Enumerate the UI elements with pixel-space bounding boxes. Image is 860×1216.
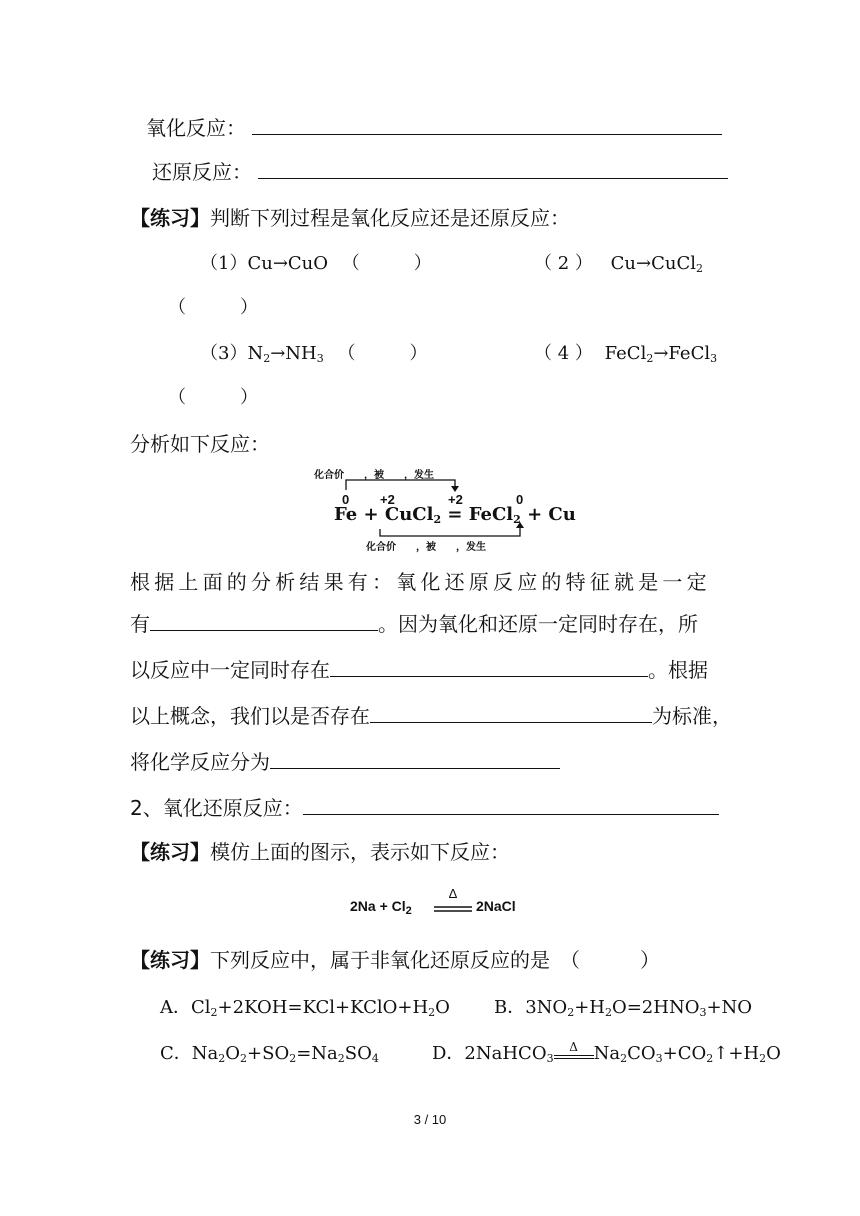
option-d[interactable] (432, 1040, 781, 1068)
subscript: 2 (695, 262, 703, 275)
equation-part: 2Na + Cl (350, 898, 406, 914)
page-number: 3 / 10 (413, 1112, 447, 1127)
item-number: （3） (200, 343, 248, 364)
item-4 (534, 340, 717, 368)
subscript: 2 (337, 1052, 345, 1065)
text: Na (593, 1043, 621, 1064)
subscript: 2 (620, 1052, 628, 1065)
text: +2KOH=KCl+KClO+H (217, 997, 429, 1018)
item-number: （ 2 ） (534, 253, 593, 274)
oxidation-line (146, 114, 722, 142)
text: +CO (662, 1043, 707, 1064)
formula: FeCl (604, 343, 647, 364)
para-line-2 (130, 610, 698, 638)
practice-2 (130, 838, 510, 866)
reduction-line (152, 158, 728, 186)
para-line-3 (130, 656, 708, 684)
text: 以上概念，我们以是否存在 (130, 704, 370, 728)
equation (334, 504, 576, 525)
answer-paren[interactable]: （ ） (168, 387, 258, 408)
text: 。因为氧化和还原一定同时存在，所 (378, 612, 698, 636)
heat-condition: Δ (569, 1040, 578, 1054)
text: O (225, 1043, 241, 1064)
subscript: 3 (710, 352, 718, 365)
equation-part: + Cu (520, 504, 576, 525)
sodium-reaction (350, 886, 520, 922)
blank-reduction[interactable] (258, 158, 728, 179)
text: 有 (130, 612, 150, 636)
subscript: 3 (655, 1052, 663, 1065)
blank-oxidation[interactable] (252, 114, 722, 135)
formula: Cu→CuCl (610, 253, 696, 274)
ox-state-cu-right: 0 (516, 492, 524, 507)
subscript: 3 (546, 1052, 554, 1065)
item-4-answer (168, 384, 258, 412)
text: 将化学反应分为 (130, 750, 270, 774)
subscript: 2 (428, 1006, 436, 1019)
subscript: 2 (263, 352, 271, 365)
item-1 (200, 250, 432, 278)
subscript: 2 (604, 1006, 612, 1019)
subscript: 2 (240, 1052, 248, 1065)
practice-tag: 【练习】 (130, 948, 210, 972)
heat-arrow (554, 1040, 594, 1059)
equation-part: = FeCl (441, 504, 514, 525)
subscript: 2 (567, 1006, 575, 1019)
answer-paren[interactable]: （ ） (341, 253, 432, 274)
text: +NO (706, 997, 753, 1018)
item-2-answer (168, 294, 258, 322)
para-line-4 (130, 702, 732, 730)
subscript: 2 (433, 513, 442, 526)
ox-state-cu-left: +2 (380, 492, 395, 507)
text: O (766, 1043, 781, 1064)
text: D．2NaHCO (432, 1043, 547, 1064)
text: +SO (247, 1043, 290, 1064)
bottom-label: 化合价 ，被 ，发生 (366, 542, 486, 553)
ox-state-fe: 0 (342, 492, 350, 507)
subscript: 3 (699, 1006, 707, 1019)
item-number: （ 4 ） (534, 343, 593, 364)
analysis-title: 分析如下反应： (130, 432, 270, 456)
blank-feature[interactable] (150, 610, 378, 631)
text: =Na (296, 1043, 338, 1064)
practice-text: 判断下列过程是氧化反应还是还原反应： (210, 206, 570, 230)
subscript: 2 (405, 905, 412, 917)
para-line-5 (130, 748, 560, 776)
text: 。根据 (648, 658, 708, 682)
subscript: 2 (513, 513, 521, 526)
option-c[interactable] (160, 1040, 379, 1068)
oxidation-label: 氧化反应： (146, 116, 246, 140)
formula: N (247, 343, 264, 364)
reduction-label: 还原反应： (152, 160, 252, 184)
equation-part: Fe + CuCl (334, 504, 434, 525)
subscript: 2 (759, 1052, 767, 1065)
blank-coexist[interactable] (330, 656, 648, 677)
text: 为标准， (652, 704, 732, 728)
text: O (435, 997, 450, 1018)
answer-paren[interactable]: （ ） (337, 343, 428, 364)
practice-1 (130, 204, 570, 232)
practice-text: 下列反应中，属于非氧化还原反应的是 （ ） (210, 948, 660, 972)
text: 以反应中一定同时存在 (130, 658, 330, 682)
para-line-1: 根据上面的分析结果有：氧化还原反应的特征就是一定 (130, 570, 711, 594)
heat-condition: Δ (448, 886, 458, 901)
text: CO (627, 1043, 656, 1064)
formula: →FeCl (653, 343, 711, 364)
text: C．Na (160, 1043, 219, 1064)
text: SO (344, 1043, 372, 1064)
top-label: 化合价 ，被 ，发生 (314, 470, 434, 481)
practice-3 (130, 946, 660, 974)
ox-state-fe-right: +2 (448, 492, 463, 507)
section-2 (130, 794, 719, 822)
subscript: 2 (210, 1006, 218, 1019)
practice-text: 模仿上面的图示，表示如下反应： (210, 840, 510, 864)
reaction-diagram (310, 462, 576, 554)
subscript: 3 (316, 352, 324, 365)
blank-redox-def[interactable] (303, 794, 719, 815)
practice-tag: 【练习】 (130, 206, 210, 230)
blank-classify[interactable] (270, 748, 560, 769)
subscript: 2 (289, 1052, 297, 1065)
reaction-right: 2NaCl (476, 898, 516, 914)
subscript: 2 (706, 1052, 714, 1065)
item-2 (534, 250, 703, 278)
item-number: （1） (200, 253, 248, 274)
subscript: 4 (371, 1052, 379, 1065)
subscript: 2 (218, 1052, 226, 1065)
option-b[interactable] (494, 994, 752, 1022)
subscript: 2 (646, 352, 654, 365)
text: A．Cl (160, 997, 211, 1018)
blank-standard[interactable] (370, 702, 652, 723)
text: O=2HNO (611, 997, 700, 1018)
item-3 (200, 340, 427, 368)
text: ↑+H (713, 1043, 760, 1064)
formula: →NH (270, 343, 317, 364)
practice-tag: 【练习】 (130, 840, 210, 864)
answer-paren[interactable]: （ ） (168, 297, 258, 318)
formula: Cu→CuO (247, 253, 329, 274)
text: +H (574, 997, 605, 1018)
text: B．3NO (494, 997, 568, 1018)
section-title: 2、氧化还原反应： (130, 796, 303, 820)
option-a[interactable] (160, 994, 450, 1022)
